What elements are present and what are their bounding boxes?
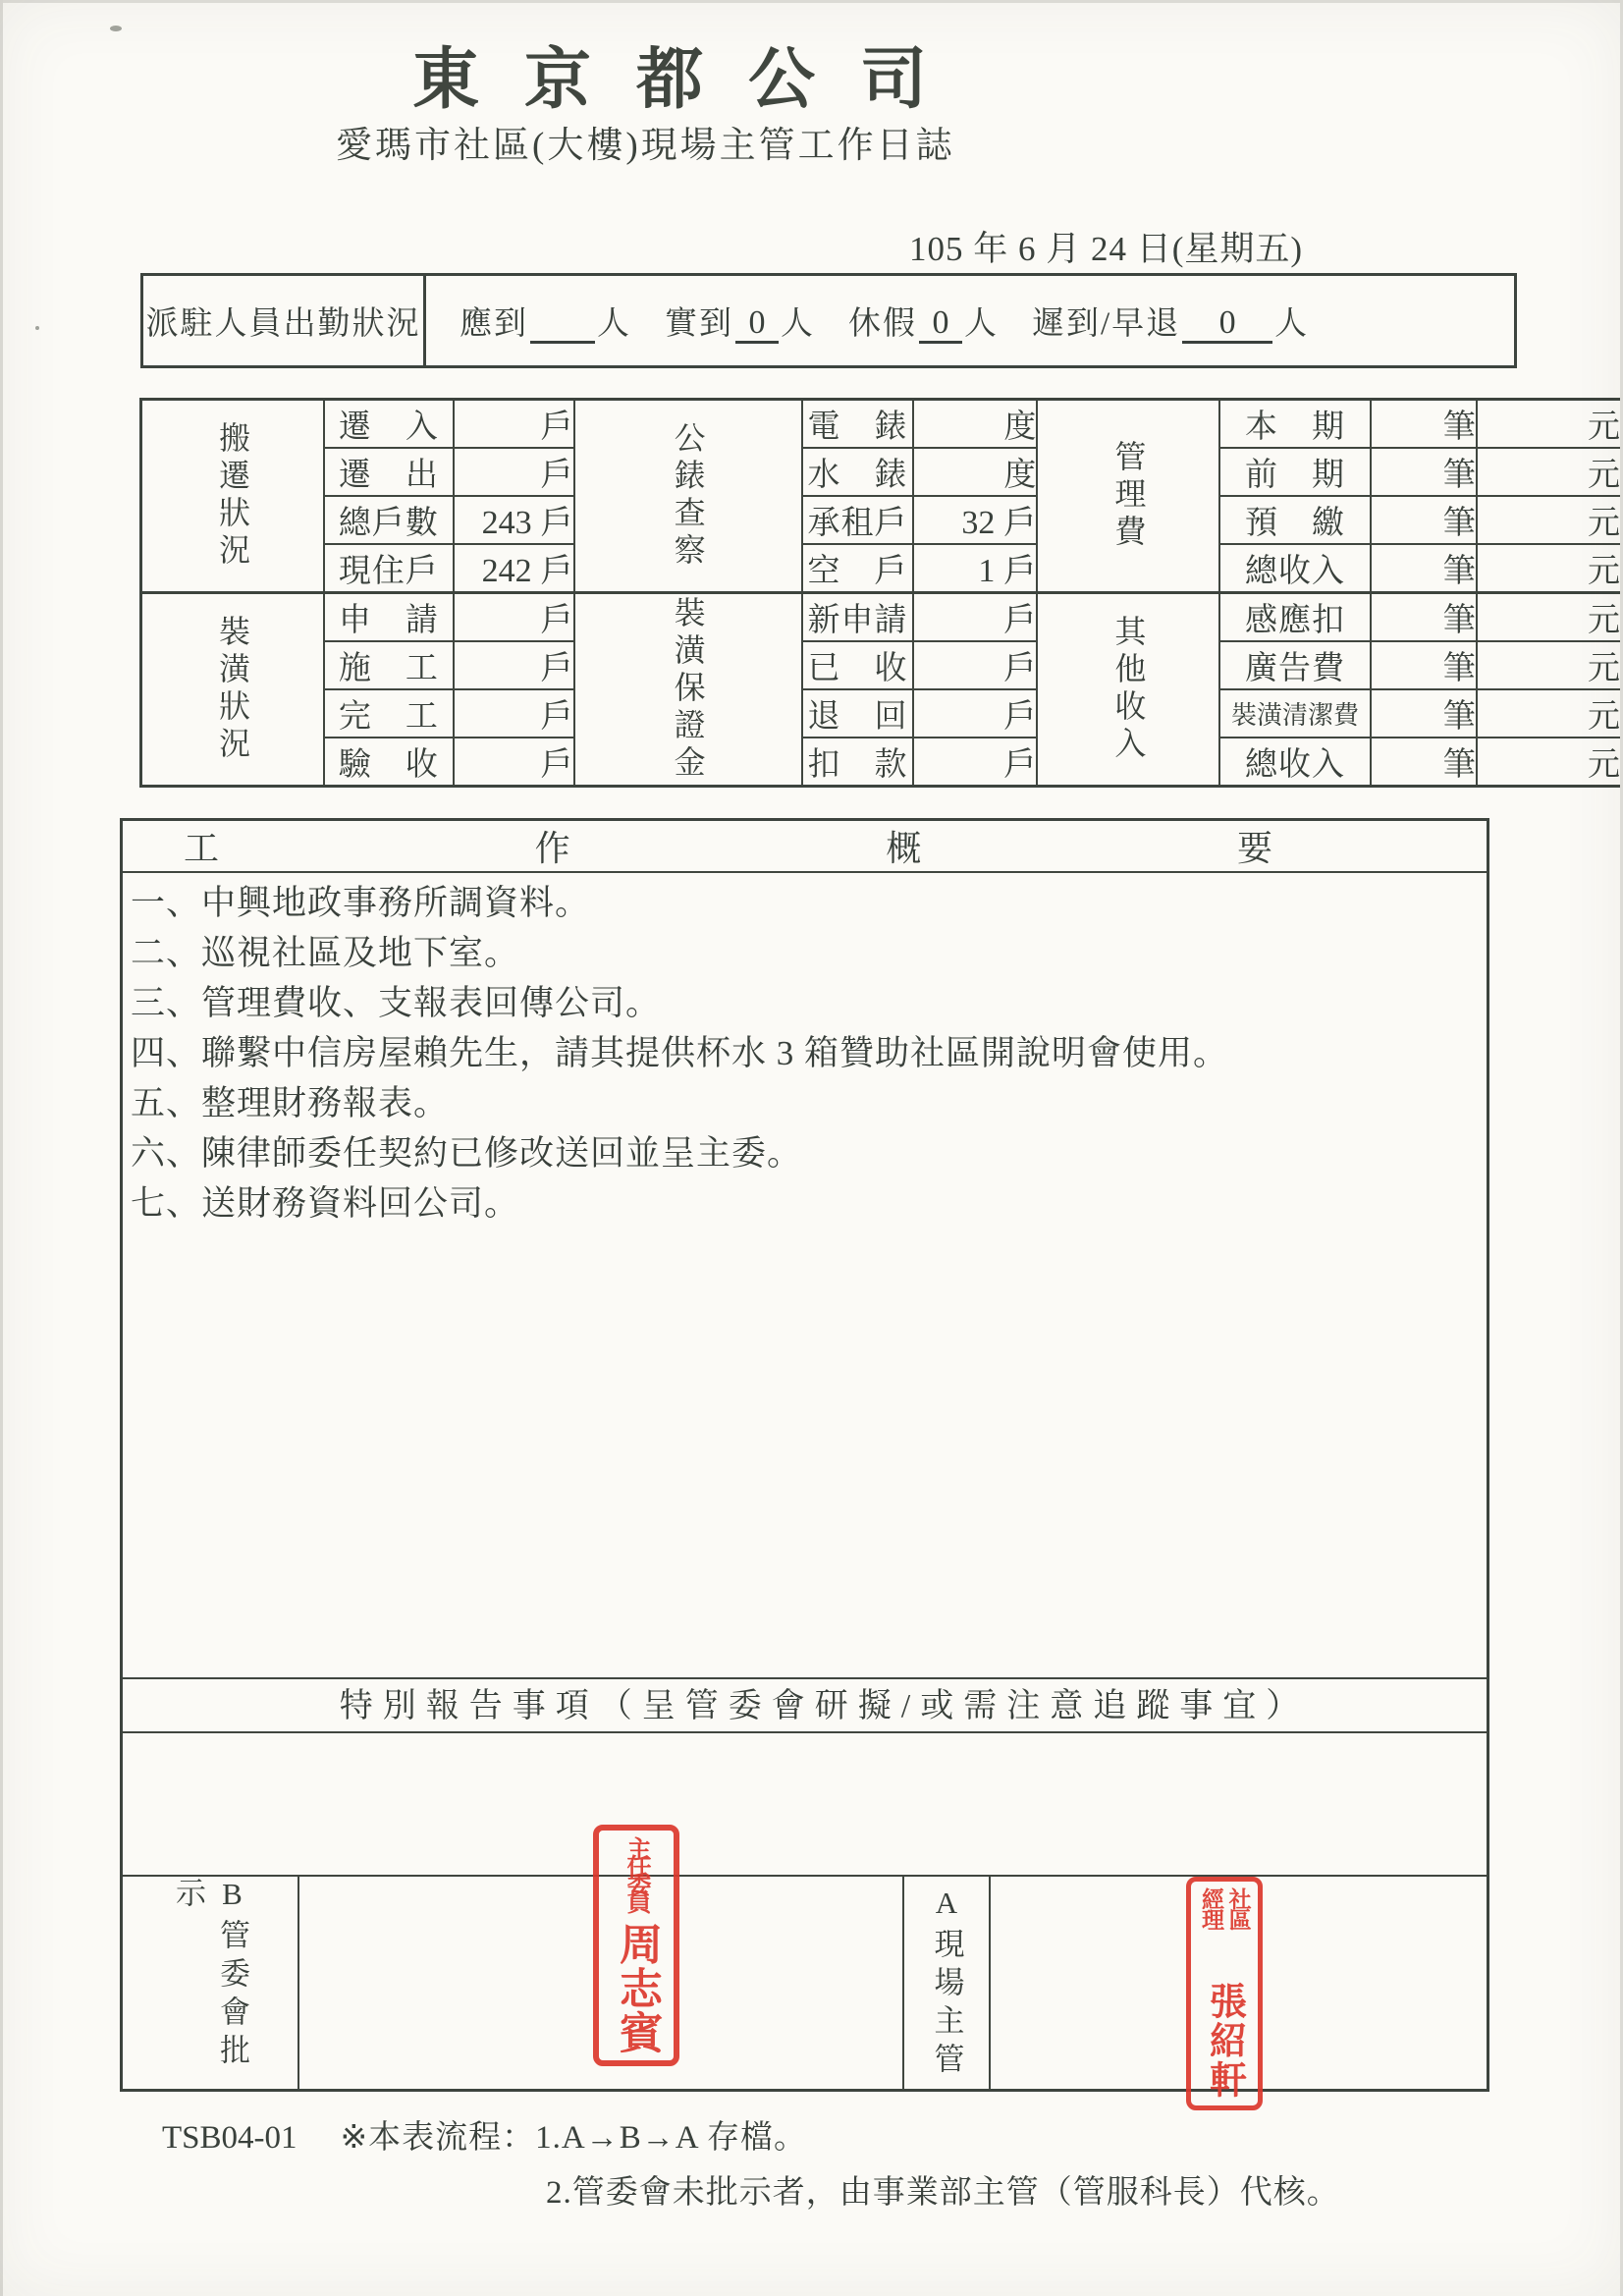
count-cell: 筆 [1371,496,1477,544]
attendance-field-expected: 應到 人 [460,306,631,342]
work-item: 七、送財務資料回公司。 [131,1184,520,1223]
stats-row: 遷 出 戶 水 錶 度 前 期 筆 元 [141,448,1622,496]
value-cell: 度 [913,448,1037,496]
stats-row: 施 工 戶 已 收 戶 廣告費 筆 元 [141,641,1622,689]
stats-row: 搬遷狀況 遷 入 戶 公錶查察 電 錶 度 管理費 本 期 筆 元 [141,400,1622,449]
count-cell: 筆 [1371,544,1477,593]
group-label-mgmt-fee: 管理費 [1037,400,1219,593]
value-cell: 戶 [913,689,1037,738]
value-cell: 戶 [913,738,1037,787]
count-cell: 筆 [1371,689,1477,738]
group-label-renovation: 裝潢狀況 [141,593,325,787]
group-label-deposit: 裝潢保證金 [574,593,802,787]
company-title: 東京都公司 [412,42,973,117]
amount-cell: 元 [1477,496,1622,544]
stats-row: 總戶數 243 戶 承租戶 32 戶 預 繳 筆 元 [141,496,1622,544]
work-summary-header: 工 作 概 要 [123,821,1487,873]
work-item: 四、聯繫中信房屋賴先生，請其提供杯水 3 箱贊助社區開說明會使用。 [131,1034,1229,1072]
attendance-field-late: 遲到/早退 0 人 [1032,304,1310,342]
scan-speck [35,326,39,330]
amount-cell: 元 [1477,593,1622,642]
expected-count-value [530,341,595,344]
value-cell: 戶 [913,593,1037,642]
amount-cell: 元 [1477,738,1622,787]
special-report-header: 特別報告事項（呈管委會研擬/或需注意追蹤事宜） [123,1677,1487,1733]
work-item: 五、整理財務報表。 [131,1084,450,1122]
form-code: TSB04-01 [162,2120,298,2156]
attendance-field-leave: 休假 0 人 [848,304,999,342]
scan-speck [110,26,122,31]
form-title: 愛瑪市社區(大樓)現場主管工作日誌 [336,126,955,166]
flow-note-1: ※本表流程：1.A→B→A 存檔。 [340,2120,808,2156]
count-cell: 筆 [1371,738,1477,787]
manager-stamp-title: 社區經理 [1199,1887,1251,1929]
value-cell: 242 戶 [454,544,574,593]
amount-cell: 元 [1477,400,1622,449]
group-label-other-income: 其他收入 [1037,593,1219,787]
signoff-row [123,1875,1487,2089]
value-cell: 1 戶 [913,544,1037,593]
work-item: 二、巡視社區及地下室。 [131,934,520,972]
work-item: 三、管理費收、支報表回傳公司。 [131,984,662,1022]
chairman-stamp-name: 周志賓 [613,1922,661,2054]
stats-row: 完 工 戶 退 回 戶 裝潢清潔費 筆 元 [141,689,1622,738]
group-label-meters: 公錶查察 [574,400,802,593]
value-cell: 戶 [454,689,574,738]
work-item: 一、中興地政事務所調資料。 [131,884,591,922]
value-cell: 戶 [454,448,574,496]
manager-stamp-name: 張紹軒 [1203,1982,1245,2100]
value-cell: 戶 [913,641,1037,689]
count-cell: 筆 [1371,593,1477,642]
value-cell: 戶 [454,641,574,689]
amount-cell: 元 [1477,448,1622,496]
value-cell: 度 [913,400,1037,449]
stats-row: 驗 收 戶 扣 款 戶 總收入 筆 元 [141,738,1622,787]
amount-cell: 元 [1477,689,1622,738]
footer-line-1 [162,2111,807,2158]
flow-note-2: 2.管委會未批示者，由事業部主管（管服科長）代核。 [546,2175,1340,2211]
stats-row: 現住戶 242 戶 空 戶 1 戶 總收入 筆 元 [141,544,1622,593]
attendance-field-actual: 實到 0 人 [665,304,815,342]
amount-cell: 元 [1477,544,1622,593]
attendance-label: 派駐人員出勤狀況 [143,276,426,365]
amount-cell: 元 [1477,641,1622,689]
leave-count-value: 0 [919,305,962,344]
group-label-moving: 搬遷狀況 [141,400,325,593]
value-cell: 戶 [454,738,574,787]
stats-table [139,398,1623,788]
late-count-value: 0 [1182,305,1272,344]
chairman-stamp-title: 主任委員 [623,1836,650,1907]
stats-row: 裝潢狀況 申 請 戶 裝潢保證金 新申請 戶 其他收入 感應扣 筆 元 [141,593,1622,642]
attendance-fields [426,276,1514,365]
count-cell: 筆 [1371,448,1477,496]
value-cell: 戶 [454,400,574,449]
chairman-stamp [593,1825,679,2066]
form-date: 105 年 6 月 24 日(星期五) [909,230,1304,268]
actual-count-value: 0 [735,305,779,344]
manager-stamp [1186,1877,1263,2110]
work-items [123,878,1487,1229]
work-item: 六、陳律師委任契約已修改送回並呈主委。 [131,1134,803,1173]
count-cell: 筆 [1371,641,1477,689]
value-cell: 243 戶 [454,496,574,544]
count-cell: 筆 [1371,400,1477,449]
value-cell: 32 戶 [913,496,1037,544]
work-summary-box [120,818,1489,2092]
site-supervisor-label: A現場主管 [902,1877,991,2089]
attendance-table [140,273,1517,368]
value-cell: 戶 [454,593,574,642]
committee-approval-label: B管委會批示 [123,1877,299,2089]
